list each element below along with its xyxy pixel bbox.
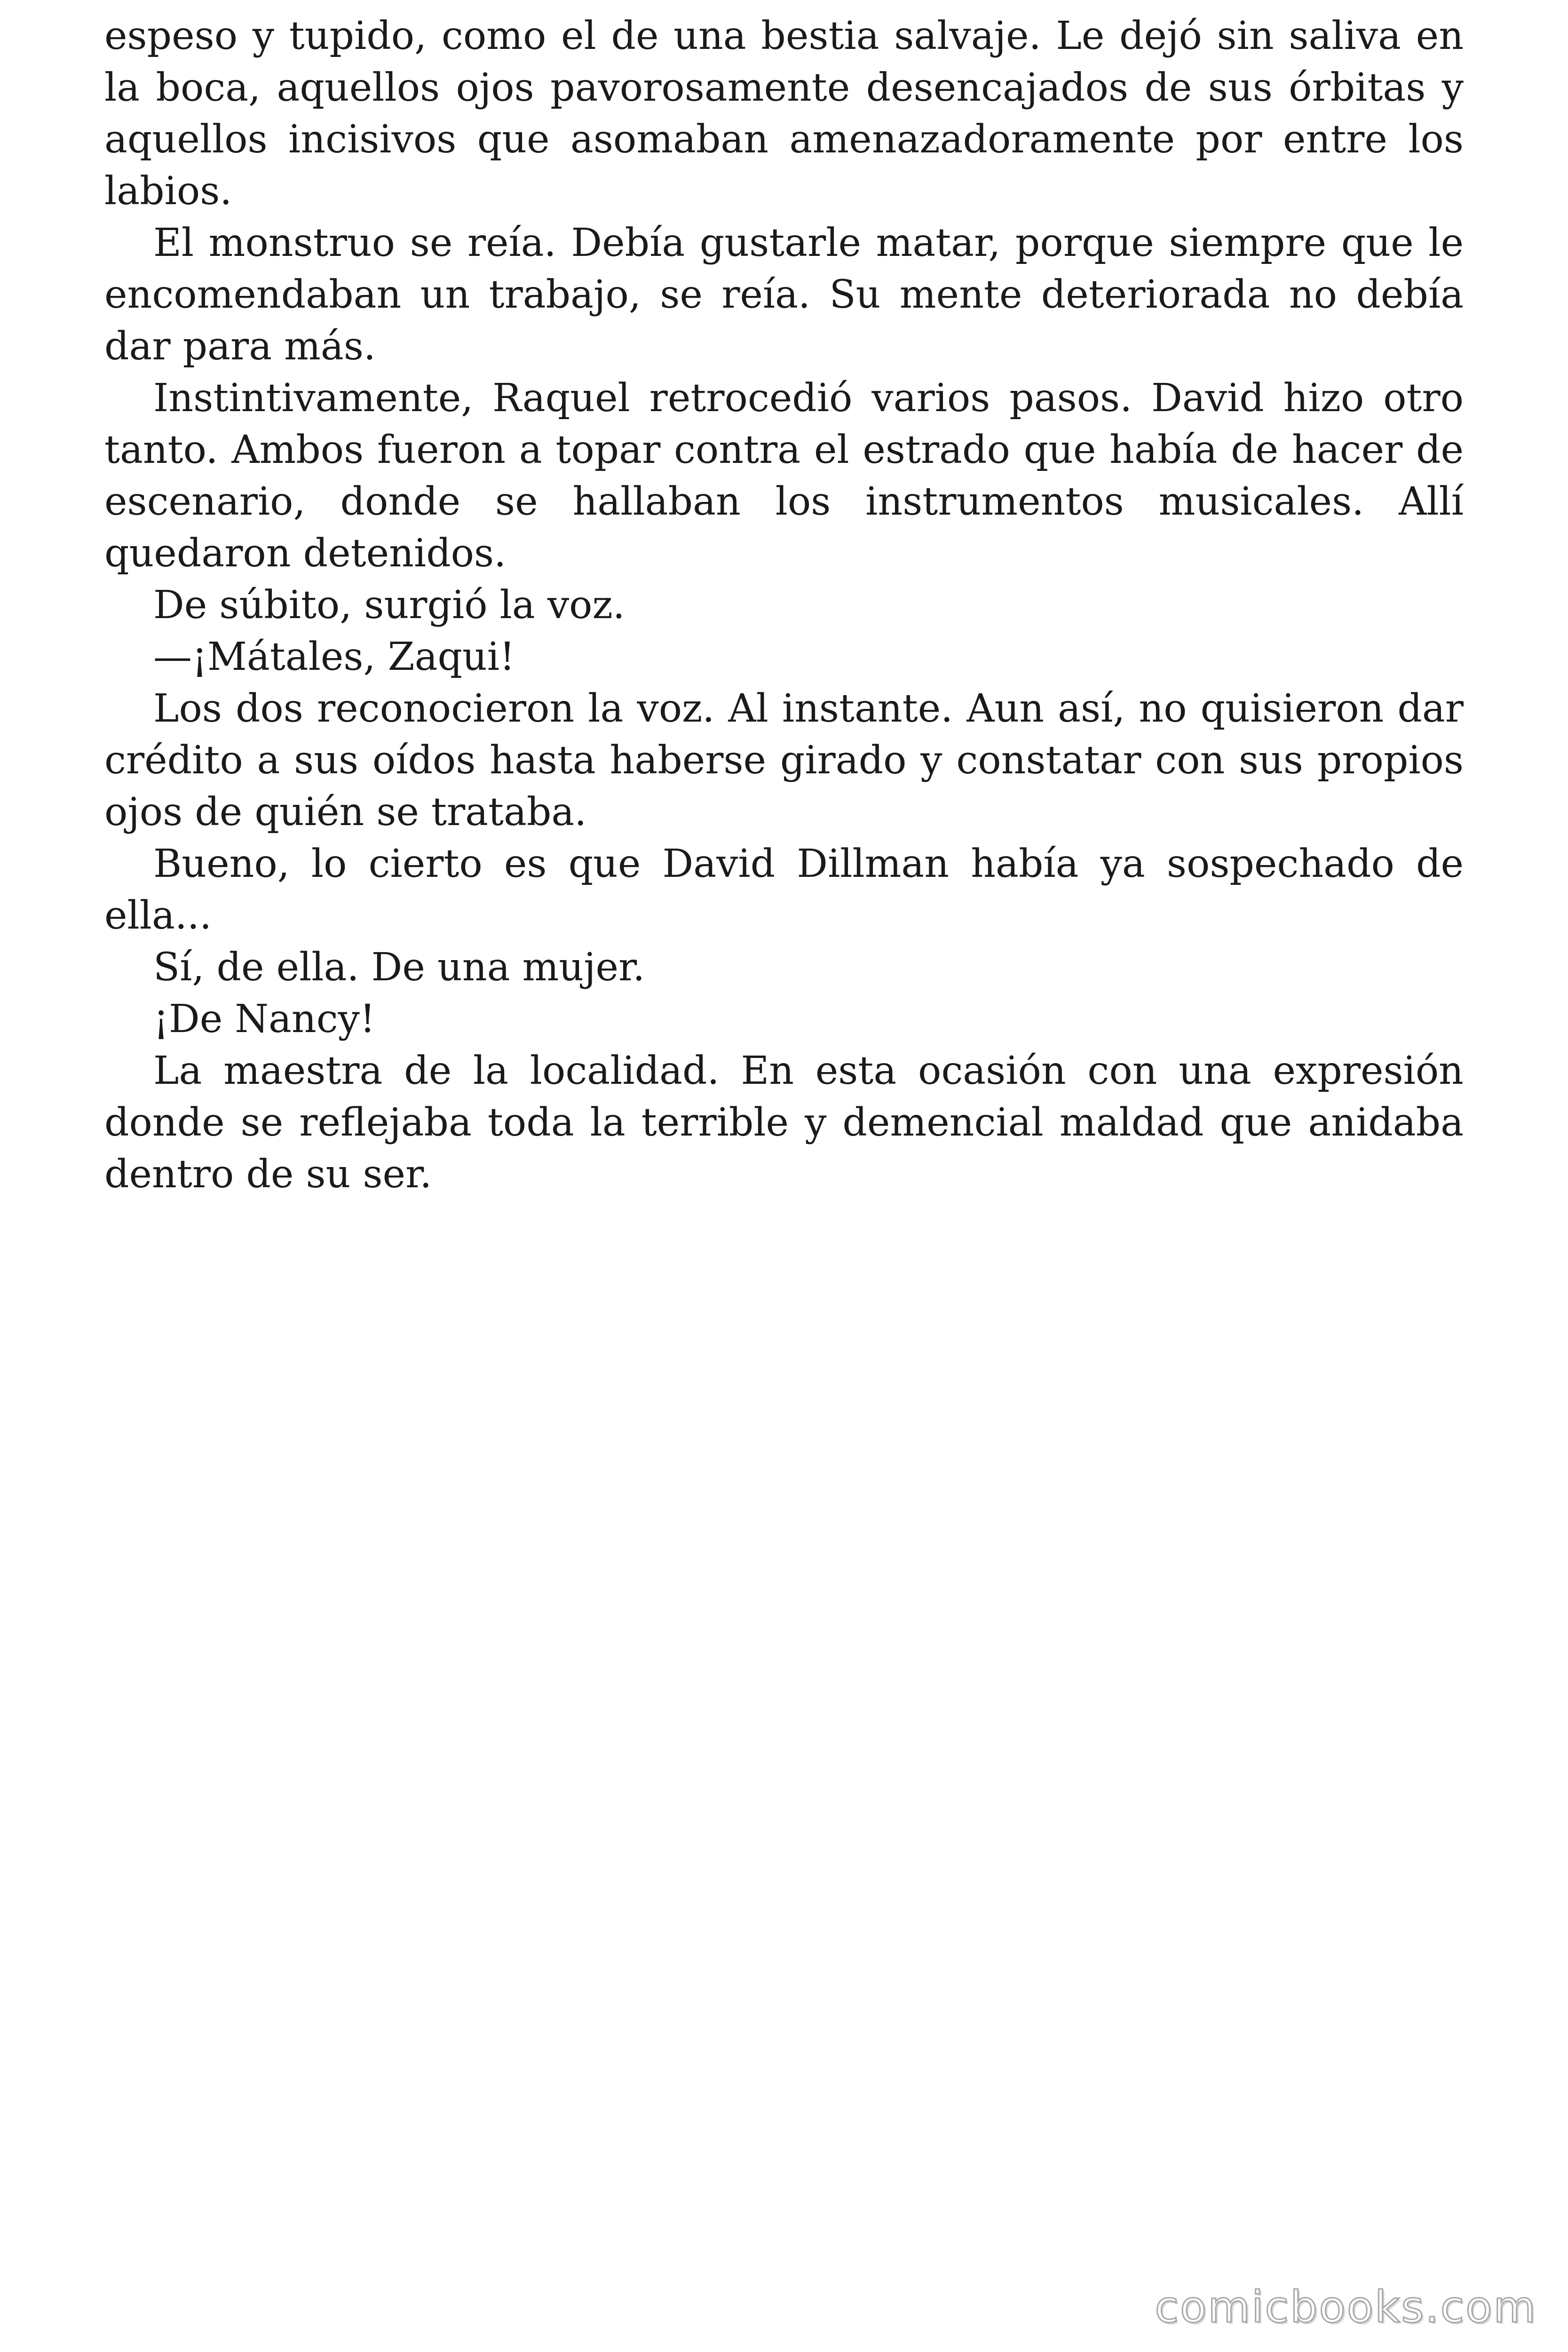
- paragraph: Bueno, lo cierto es que David Dillman había ya sospechado de ella...: [104, 842, 1464, 938]
- dialogue-line: —¡Mátales, Zaqui!: [153, 635, 515, 679]
- body-text: [104, 10, 1464, 1200]
- paragraph: Instintivamente, Raquel retrocedió varios pasos. David hizo otro tanto. Ambos fueron a topar contra el estrado que había de hacer de escenario, donde se hallaban los instrumentos musicales. Allí quedaron detenidos.: [104, 376, 1464, 576]
- paragraph: ¡De Nancy!: [153, 997, 375, 1041]
- paragraph: Los dos reconocieron la voz. Al instante. Aun así, no quisieron dar crédito a sus oídos hasta haberse girado y constatar con sus propios ojos de quién se trataba.: [104, 686, 1464, 834]
- paragraph: El monstruo se reía. Debía gustarle matar, porque siempre que le encomendaban un trabajo, se reía. Su mente deteriorada no debía dar para más.: [104, 221, 1464, 369]
- paragraph: espeso y tupido, como el de una bestia salvaje. Le dejó sin saliva en la boca, aquellos ojos pavorosamente desencajados de sus órbitas y aquellos incisivos que asomaban amenazadoramente por entre los labios.: [104, 14, 1464, 214]
- paragraph: De súbito, surgió la voz.: [153, 583, 625, 628]
- paragraph: La maestra de la localidad. En esta ocasión con una expresión donde se reflejaba toda la terrible y demencial maldad que anidaba dentro de su ser.: [104, 1049, 1464, 1197]
- paragraph: Sí, de ella. De una mujer.: [153, 945, 645, 990]
- watermark: comicbooks.com: [1155, 2282, 1537, 2332]
